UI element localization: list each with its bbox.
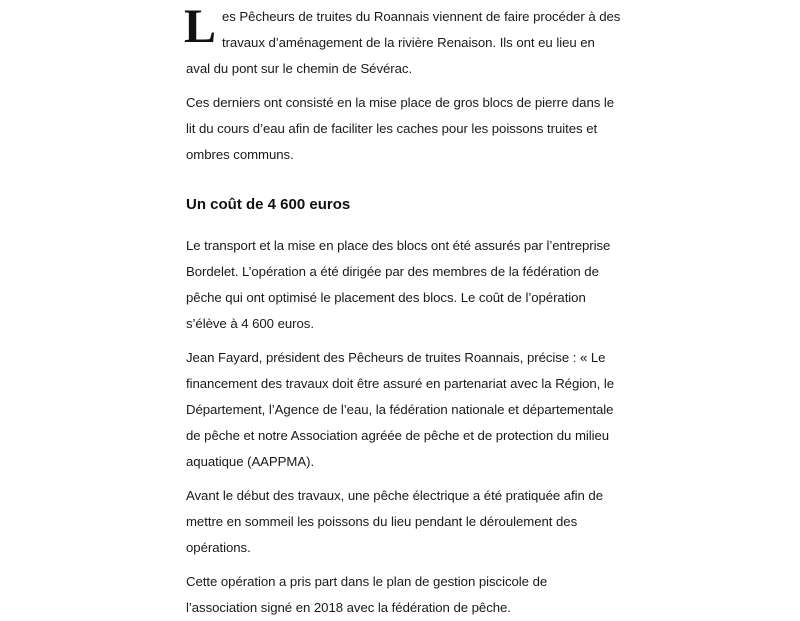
intro-paragraph-text: es Pêcheurs de truites du Roannais viennent de faire procéder à des travaux d’aménagement de la rivière Renaison. Ils ont eu lieu en aval du pont sur le chemin de Sévérac. — [186, 9, 621, 76]
article-body — [186, 0, 636, 621]
paragraph-electric-fishing: Avant le début des travaux, une pêche électrique a été pratiquée afin de mettre en sommeil les poissons du lieu pendant le déroulement des opérations. — [186, 488, 603, 555]
section-heading: Un coût de 4 600 euros — [186, 196, 351, 213]
paragraph-transport: Le transport et la mise en place des blocs ont été assurés par l’entreprise Bordelet. L’opération a été dirigée par des membres de la fédération de pêche qui ont optimisé le placement des blocs. Le coût de l’opération s’élève à 4 600 euros. — [186, 238, 611, 331]
paragraph-plan: Cette opération a pris part dans le plan de gestion piscicole de l’association signé en 2018 avec la fédération de pêche. — [186, 574, 548, 615]
intro-paragraph — [186, 0, 636, 82]
paragraph-blocks: Ces derniers ont consisté en la mise place de gros blocs de pierre dans le lit du cours d’eau afin de faciliter les caches pour les poissons truites et ombres communs. — [186, 95, 615, 162]
paragraph-quote: Jean Fayard, président des Pêcheurs de truites Roannais, précise : « Le financement des travaux doit être assuré en partenariat avec la Région, le Département, l’Agence de l’eau, la fédération nationale et départementale de pêche et notre Association agréée de pêche et de protection du milieu aquatique (AAPPMA). — [186, 350, 615, 469]
drop-cap: L — [184, 0, 216, 53]
